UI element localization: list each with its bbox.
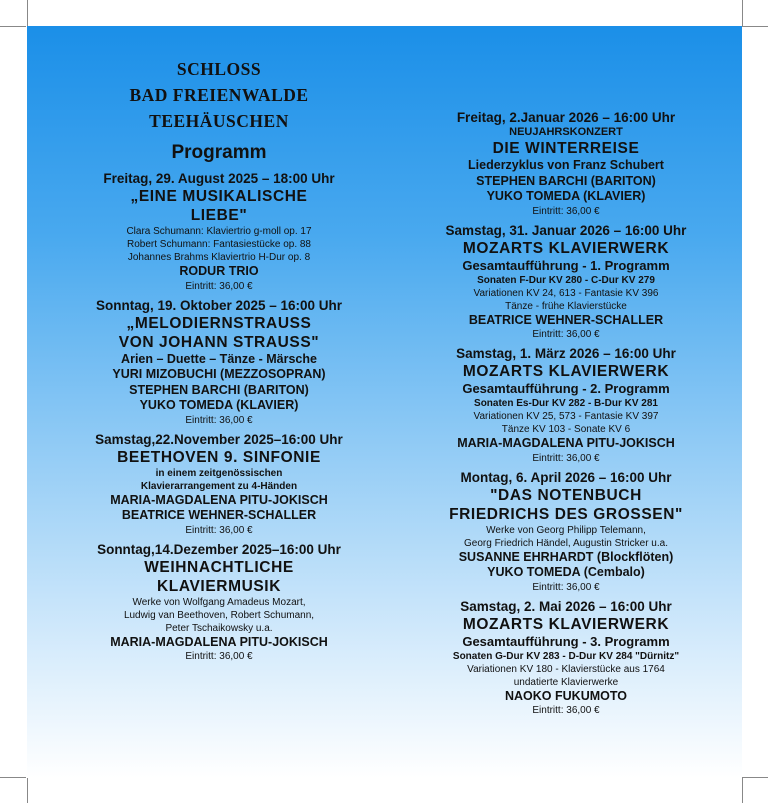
event-title: „EINE MUSIKALISCHE [130, 188, 308, 205]
event-title: DIE WINTERREISE [492, 140, 640, 157]
event-block [416, 222, 716, 342]
event-fee: Eintritt: 36,00 € [532, 705, 600, 716]
event-artist: RODUR TRIO [179, 264, 259, 278]
event-title: WEIHNACHTLICHE [144, 558, 294, 576]
event-block [69, 297, 369, 427]
event-detail: undatierte Klavierwerke [513, 676, 619, 688]
venue-line: SCHLOSS [176, 59, 262, 79]
event-title: MOZARTS KLAVIERWERK [462, 363, 670, 380]
event-artist: MARIA-MAGDALENA PITU-JOKISCH [110, 492, 328, 507]
event-detail: Peter Tschaikowsky u.a. [165, 622, 273, 634]
venue-line: TEEHÄUSCHEN [149, 111, 289, 131]
event-kicker: NEUJAHRSKONZERT [509, 126, 623, 138]
event-detail: Klavierarrangement zu 4-Händen [140, 480, 298, 492]
crop-mark [27, 0, 28, 26]
event-date: Samstag,22.November 2025–16:00 Uhr [95, 431, 343, 447]
event-artist: SUSANNE EHRHARDT (Blockflöten) [458, 549, 674, 564]
event-date: Samstag, 31. Januar 2026 – 16:00 Uhr [445, 222, 687, 238]
event-fee: Eintritt: 36,00 € [185, 280, 253, 292]
event-subtitle: Arien – Duette – Tänze - Märsche [121, 351, 317, 366]
crop-mark [742, 777, 768, 778]
event-detail: Johannes Brahms Klaviertrio H-Dur op. 8 [127, 252, 311, 263]
event-block [416, 109, 716, 218]
event-block [69, 541, 369, 664]
event-date: Samstag, 2. Mai 2026 – 16:00 Uhr [460, 598, 672, 614]
event-fee: Eintritt: 36,00 € [185, 651, 253, 662]
event-title: VON JOHANN STRAUSS" [118, 333, 320, 351]
right-column [416, 109, 716, 717]
venue-line: BAD FREIENWALDE [129, 85, 309, 105]
crop-mark [27, 777, 28, 803]
event-detail: Werke von Wolfgang Amadeus Mozart, [132, 596, 306, 608]
event-artist: NAOKO FUKUMOTO [505, 688, 627, 703]
event-title: LIEBE" [190, 207, 248, 224]
event-fee: Eintritt: 36,00 € [532, 205, 600, 217]
event-date: Montag, 6. April 2026 – 16:00 Uhr [460, 469, 672, 485]
venue-heading [69, 56, 369, 134]
event-artist: YURI MIZOBUCHI (MEZZOSOPRAN) [112, 367, 326, 381]
event-artist: YUKO TOMEDA (Cembalo) [487, 565, 645, 579]
event-subtitle: Gesamtaufführung - 2. Programm [462, 381, 670, 396]
event-detail: Variationen KV 180 - Klavierstücke aus 1764 [467, 663, 665, 675]
event-detail: Variationen KV 25, 573 - Fantasie KV 397 [473, 411, 659, 422]
event-block [416, 598, 716, 718]
event-title: „MELODIERNSTRAUSS [126, 314, 312, 332]
event-detail: Sonaten F-Dur KV 280 - C-Dur KV 279 [477, 274, 655, 286]
crop-mark [0, 777, 26, 778]
event-title: "DAS NOTENBUCH [490, 486, 642, 504]
crop-mark [742, 26, 768, 27]
event-fee: Eintritt: 36,00 € [532, 329, 600, 340]
event-subtitle: Gesamtaufführung - 3. Programm [462, 633, 670, 649]
event-fee: Eintritt: 36,00 € [532, 452, 600, 464]
program-flyer [27, 26, 742, 778]
event-subtitle: Gesamtaufführung - 1. Programm [462, 257, 670, 273]
event-artist: BEATRICE WEHNER-SCHALLER [121, 508, 317, 522]
event-detail: Tänze - frühe Klavierstücke [505, 300, 627, 312]
event-title: KLAVIERMUSIK [156, 577, 282, 595]
event-block [416, 345, 716, 465]
crop-mark [742, 777, 743, 803]
event-title: MOZARTS KLAVIERWERK [462, 239, 670, 257]
event-detail: Georg Friedrich Händel, Augustin Stricker u.a. [464, 537, 668, 549]
event-fee: Eintritt: 36,00 € [185, 524, 253, 536]
event-detail: Tänze KV 103 - Sonate KV 6 [501, 424, 631, 435]
event-date: Sonntag, 19. Oktober 2025 – 16:00 Uhr [95, 297, 343, 313]
event-title: MOZARTS KLAVIERWERK [462, 615, 670, 633]
program-heading: Programm [171, 142, 267, 163]
event-block [416, 469, 716, 594]
event-artist: YUKO TOMEDA (KLAVIER) [486, 189, 646, 203]
event-detail: Variationen KV 24, 613 - Fantasie KV 396 [473, 287, 659, 299]
event-title: BEETHOVEN 9. SINFONIE [117, 448, 321, 466]
event-block [69, 431, 369, 537]
event-fee: Eintritt: 36,00 € [185, 414, 253, 426]
event-date: Samstag, 1. März 2026 – 16:00 Uhr [456, 346, 676, 361]
event-date: Sonntag,14.Dezember 2025–16:00 Uhr [97, 541, 341, 557]
event-artist: YUKO TOMEDA (KLAVIER) [139, 398, 299, 412]
crop-mark [742, 0, 743, 26]
event-detail: Clara Schumann: Klaviertrio g-moll op. 17 [126, 226, 312, 237]
event-date: Freitag, 29. August 2025 – 18:00 Uhr [103, 171, 335, 186]
event-artist: MARIA-MAGDALENA PITU-JOKISCH [457, 436, 675, 450]
event-detail: in einem zeitgenössischen [155, 467, 283, 479]
event-detail: Ludwig van Beethoven, Robert Schumann, [123, 609, 315, 621]
event-fee: Eintritt: 36,00 € [532, 581, 600, 593]
event-subtitle: Liederzyklus von Franz Schubert [468, 158, 664, 172]
event-artist: STEPHEN BARCHI (BARITON) [476, 173, 656, 188]
event-detail: Robert Schumann: Fantasiestücke op. 88 [127, 239, 311, 250]
event-detail: Sonaten G-Dur KV 283 - D-Dur KV 284 "Dürnitz" [452, 650, 680, 662]
crop-mark [0, 26, 26, 27]
event-detail: Sonaten Es-Dur KV 282 - B-Dur KV 281 [474, 398, 658, 409]
event-artist: STEPHEN BARCHI (BARITON) [129, 382, 309, 397]
event-date: Freitag, 2.Januar 2026 – 16:00 Uhr [456, 110, 676, 125]
event-detail: Werke von Georg Philipp Telemann, [486, 524, 646, 536]
event-artist: MARIA-MAGDALENA PITU-JOKISCH [110, 634, 328, 649]
left-column [69, 56, 369, 663]
event-title: FRIEDRICHS DES GROSSEN" [449, 505, 683, 523]
event-block [69, 170, 369, 293]
event-artist: BEATRICE WEHNER-SCHALLER [468, 312, 664, 327]
